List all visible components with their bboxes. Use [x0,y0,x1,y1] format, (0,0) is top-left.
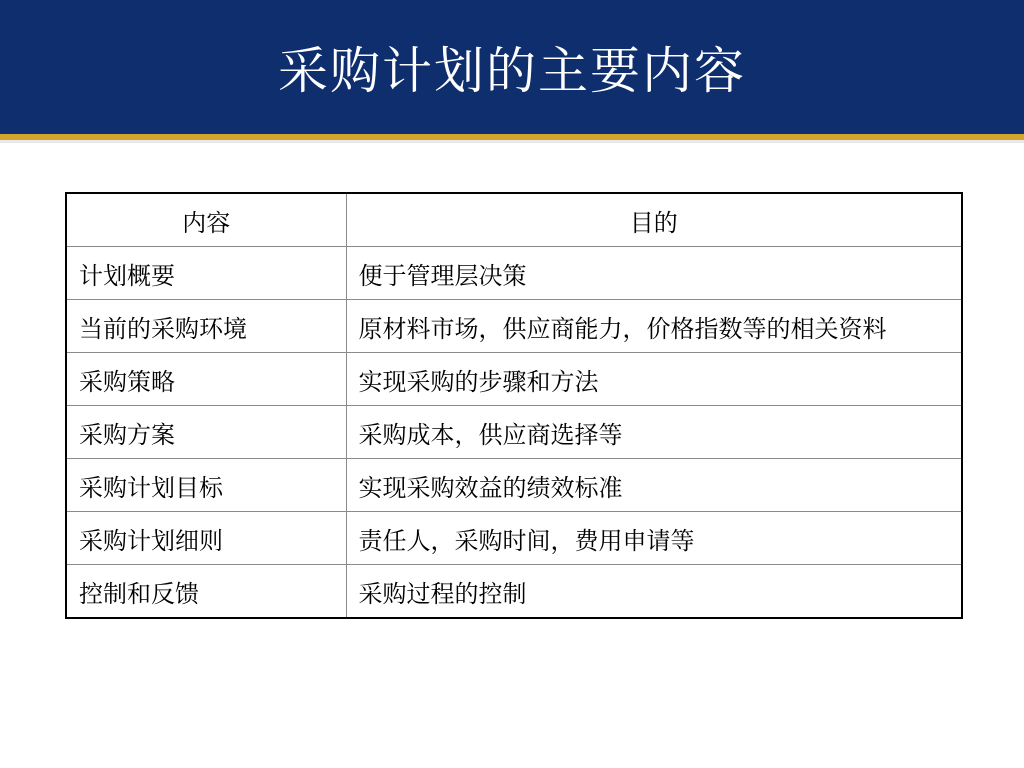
table-row [66,512,962,565]
row-purpose-cell: 采购成本，供应商选择等 [346,406,962,459]
row-content-cell: 采购计划细则 [66,512,346,565]
table-row [66,406,962,459]
slide-title: 采购计划的主要内容 [278,42,746,100]
row-content-cell: 采购方案 [66,406,346,459]
row-purpose-cell: 原材料市场，供应商能力，价格指数等的相关资料 [346,300,962,353]
row-purpose-cell: 采购过程的控制 [346,565,962,619]
row-purpose-cell: 便于管理层决策 [346,247,962,300]
column-header-content: 内容 [66,193,346,247]
row-purpose-cell: 实现采购效益的绩效标准 [346,459,962,512]
row-purpose-cell: 责任人，采购时间，费用申请等 [346,512,962,565]
table-row [66,300,962,353]
row-content-cell: 采购策略 [66,353,346,406]
row-content-cell: 当前的采购环境 [66,300,346,353]
table-row [66,565,962,619]
content-table [65,192,963,619]
table-row [66,353,962,406]
table-header-row [66,193,962,247]
row-content-cell: 计划概要 [66,247,346,300]
column-header-purpose: 目的 [346,193,962,247]
row-content-cell: 采购计划目标 [66,459,346,512]
table-row [66,247,962,300]
row-content-cell: 控制和反馈 [66,565,346,619]
row-purpose-cell: 实现采购的步骤和方法 [346,353,962,406]
title-rule-shadow [0,140,1024,143]
table-row [66,459,962,512]
